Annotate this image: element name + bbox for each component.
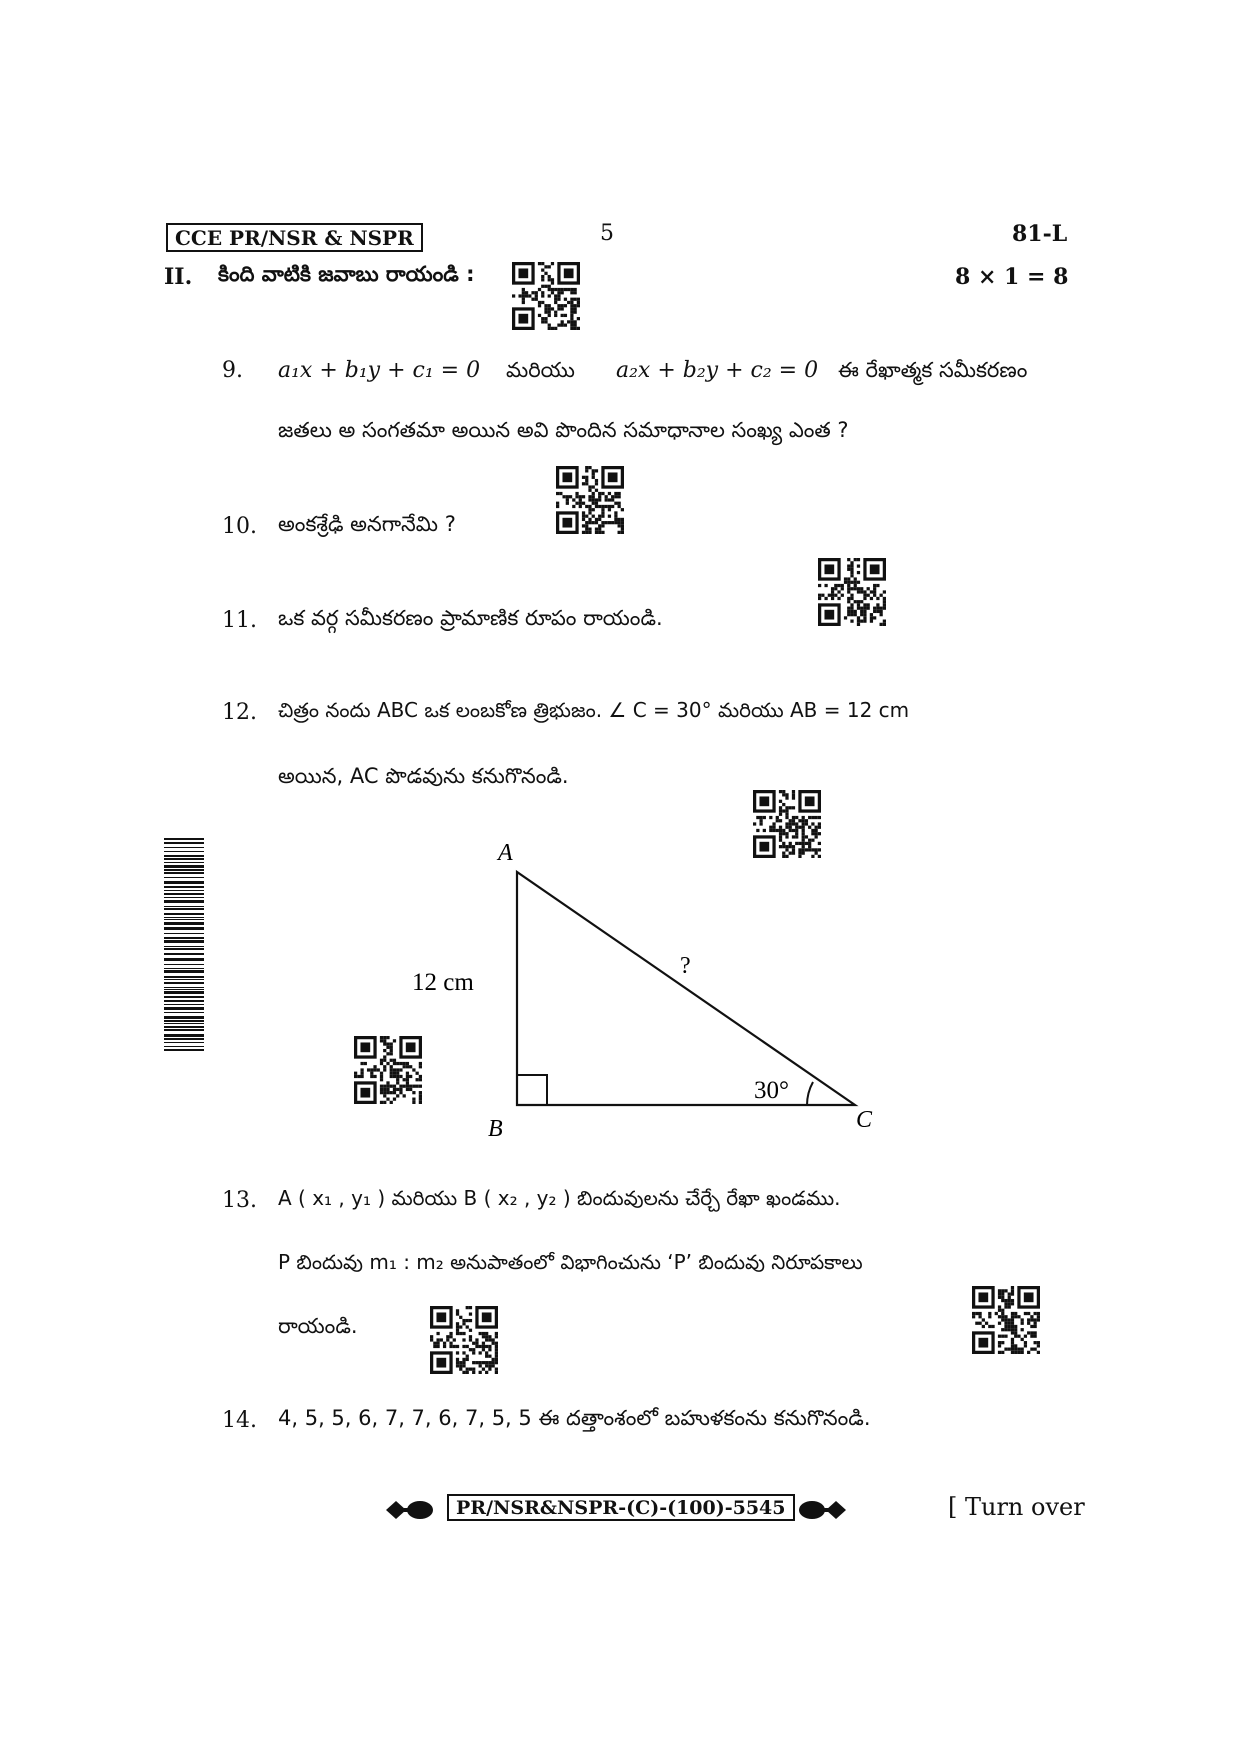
page-number: 5 — [600, 221, 614, 246]
triangle-abc — [517, 872, 855, 1105]
section-instruction: కింది వాటికి జవాబు రాయండి : — [218, 262, 475, 286]
qr-code-icon — [556, 466, 624, 534]
equation-1: a₁x + b₁y + c₁ = 0 — [278, 358, 481, 383]
question-text: ఈ రేఖాత్మక సమీకరణం — [838, 358, 1028, 382]
qr-code-icon — [430, 1306, 498, 1374]
and-word: మరియు — [506, 358, 575, 382]
turn-over-text: [ Turn over — [948, 1493, 1085, 1521]
question-text: జతలు అ సంగతమా అయిన అవి పొందిన సమాధానాల సంఖ్య ఎంత ? — [278, 418, 849, 442]
question-number: 14. — [222, 1408, 257, 1433]
question-text: ఒక వర్గ సమీకరణం ప్రామాణిక రూపం రాయండి. — [278, 606, 663, 630]
section-roman: II. — [164, 264, 193, 290]
footer-code: PR/NSR&NSPR-(C)-(100)-5545 — [447, 1494, 795, 1521]
angle-c-arc — [807, 1082, 813, 1105]
barcode-icon — [164, 838, 204, 1052]
paper-code: 81-L — [1012, 221, 1068, 247]
question-text: రాయండి. — [278, 1314, 358, 1338]
ornament-right-icon — [790, 1495, 850, 1525]
qr-code-icon — [972, 1286, 1040, 1354]
question-number: 9. — [222, 358, 243, 383]
triangle-figure — [390, 830, 910, 1150]
qr-code-icon — [818, 558, 886, 626]
right-angle-marker — [517, 1075, 547, 1105]
equation-2: a₂x + b₂y + c₂ = 0 — [616, 358, 819, 383]
exam-code-box: CCE PR/NSR & NSPR — [166, 223, 423, 252]
question-number: 13. — [222, 1188, 257, 1213]
question-number: 11. — [222, 608, 257, 633]
angle-c-label: 30° — [754, 1077, 789, 1104]
question-text: 4, 5, 5, 6, 7, 7, 6, 7, 5, 5 ఈ దత్తాంశంలో బహుళకంను కనుగొనండి. — [278, 1406, 871, 1430]
ornament-left-icon — [384, 1495, 444, 1525]
question-number: 12. — [222, 700, 257, 725]
vertex-a-label: A — [498, 840, 513, 866]
vertex-c-label: C — [856, 1107, 873, 1133]
section-marks: 8 × 1 = 8 — [955, 264, 1069, 290]
qr-code-icon — [512, 262, 580, 330]
question-text: అయిన, AC పొడవును కనుగొనండి. — [278, 764, 569, 788]
side-ab-label: 12 cm — [412, 969, 474, 996]
question-text: అంకశ్రేఢి అనగానేమి ? — [278, 512, 456, 536]
question-text: A ( x₁ , y₁ ) మరియు B ( x₂ , y₂ ) బిందువులను చేర్చే రేఖా ఖండము. — [278, 1186, 841, 1210]
side-ac-label: ? — [680, 953, 691, 979]
question-text: P బిందువు m₁ : m₂ అనుపాతంలో విభాగించును ‘P’ బిందువు నిరూపకాలు — [278, 1250, 863, 1274]
question-text: చిత్రం నందు ABC ఒక లంబకోణ త్రిభుజం. ∠ C = 30° మరియు AB = 12 cm — [278, 698, 910, 722]
vertex-b-label: B — [488, 1116, 503, 1142]
question-number: 10. — [222, 514, 257, 539]
